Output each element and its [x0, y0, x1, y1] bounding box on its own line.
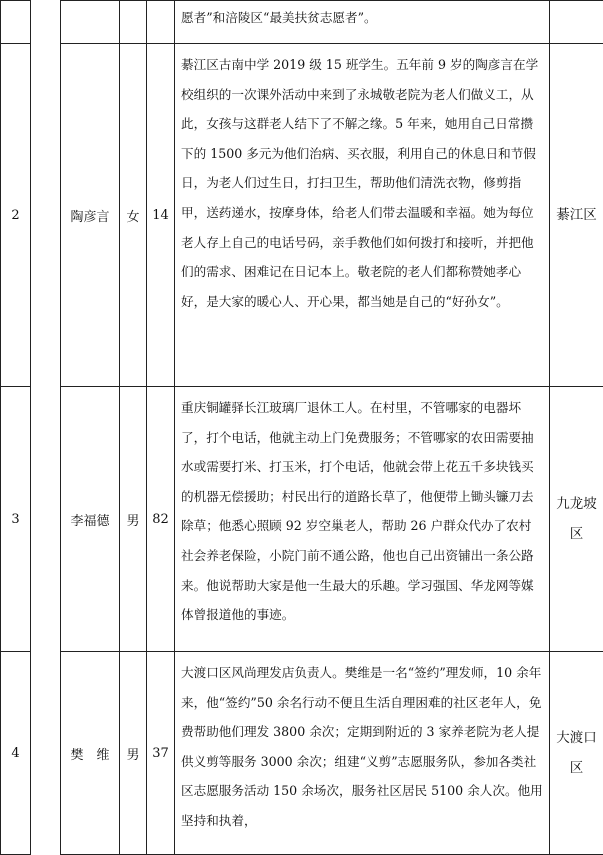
name-cell: 陶彦言 [61, 44, 120, 387]
age-cell: 14 [147, 44, 175, 387]
row-number-cell [1, 1, 31, 44]
table-row [1, 652, 603, 855]
gender-cell: 女 [120, 44, 147, 387]
region-cell: 大渡口区 [550, 652, 603, 855]
gender-cell: 男 [120, 387, 147, 652]
table-row [1, 387, 603, 652]
table-row [1, 44, 603, 387]
age-cell: 82 [147, 387, 175, 652]
blank-column [31, 1, 61, 855]
description-cell: 重庆铜罐驿长江玻璃厂退休工人。在村里，不管哪家的电器坏了，打个电话，他就主动上门免费服务；不管哪家的农田需要抽水或需要打米、打玉米，打个电话，他就会带上花五千多块钱买的机器无偿援助；村民出行的道路长草了，他便带上锄头镰刀去除草；他悉心照顾 92 岁空巢老人，帮助 26 户群众代办了农村社会养老保险，小院门前不通公路，他也自己出资铺出一条公路来。他说帮助大家是他一生最大的乐趣。学习强国、华龙网等媒体曾报道他的事迹。 [175, 387, 550, 652]
name-cell [61, 1, 120, 44]
region-cell: 九龙坡区 [550, 387, 603, 652]
row-number-cell: 2 [1, 44, 31, 387]
name-cell: 李福德 [61, 387, 120, 652]
row-number-cell: 3 [1, 387, 31, 652]
gender-cell [120, 1, 147, 44]
row-number-cell: 4 [1, 652, 31, 855]
region-cell: 綦江区 [550, 44, 603, 387]
description-cell: 大渡口区风尚理发店负责人。樊维是一名“签约”理发师，10 余年来，他“签约”50 余名行动不便且生活自理困难的社区老年人，免费帮助他们理发 3800 余次；定期到附近的 3 家养老院为老人提供义剪等服务 3000 余次；组建“义剪”志愿服务队，参加各类社区志愿服务活动 150 余场次，服务社区居民 5100 余人次。他用坚持和执着， [175, 652, 550, 855]
gender-cell: 男 [120, 652, 147, 855]
age-cell [147, 1, 175, 44]
table-row [1, 1, 603, 44]
age-cell: 37 [147, 652, 175, 855]
description-cell: 綦江区古南中学 2019 级 15 班学生。五年前 9 岁的陶彦言在学校组织的一次课外活动中来到了永城敬老院为老人们做义工，从此，女孩与这群老人结下了不解之缘。5 年来，她用自己日常攒下的 1500 多元为他们治病、买衣服，利用自己的休息日和节假日，为老人们过生日，打扫卫生，帮助他们清洗衣物，修剪指甲，送药递水，按摩身体，给老人们带去温暖和幸福。她为每位老人存上自己的电话号码，亲手教他们如何拨打和接听，并把他们的需求、困难记在日记本上。敬老院的老人们都称赞她孝心好，是大家的暖心人、开心果，都当她是自己的“好孙女”。 [175, 44, 550, 387]
name-cell: 樊 维 [61, 652, 120, 855]
description-cell: 愿者”和涪陵区“最美扶贫志愿者”。 [175, 1, 550, 44]
region-cell [550, 1, 603, 44]
